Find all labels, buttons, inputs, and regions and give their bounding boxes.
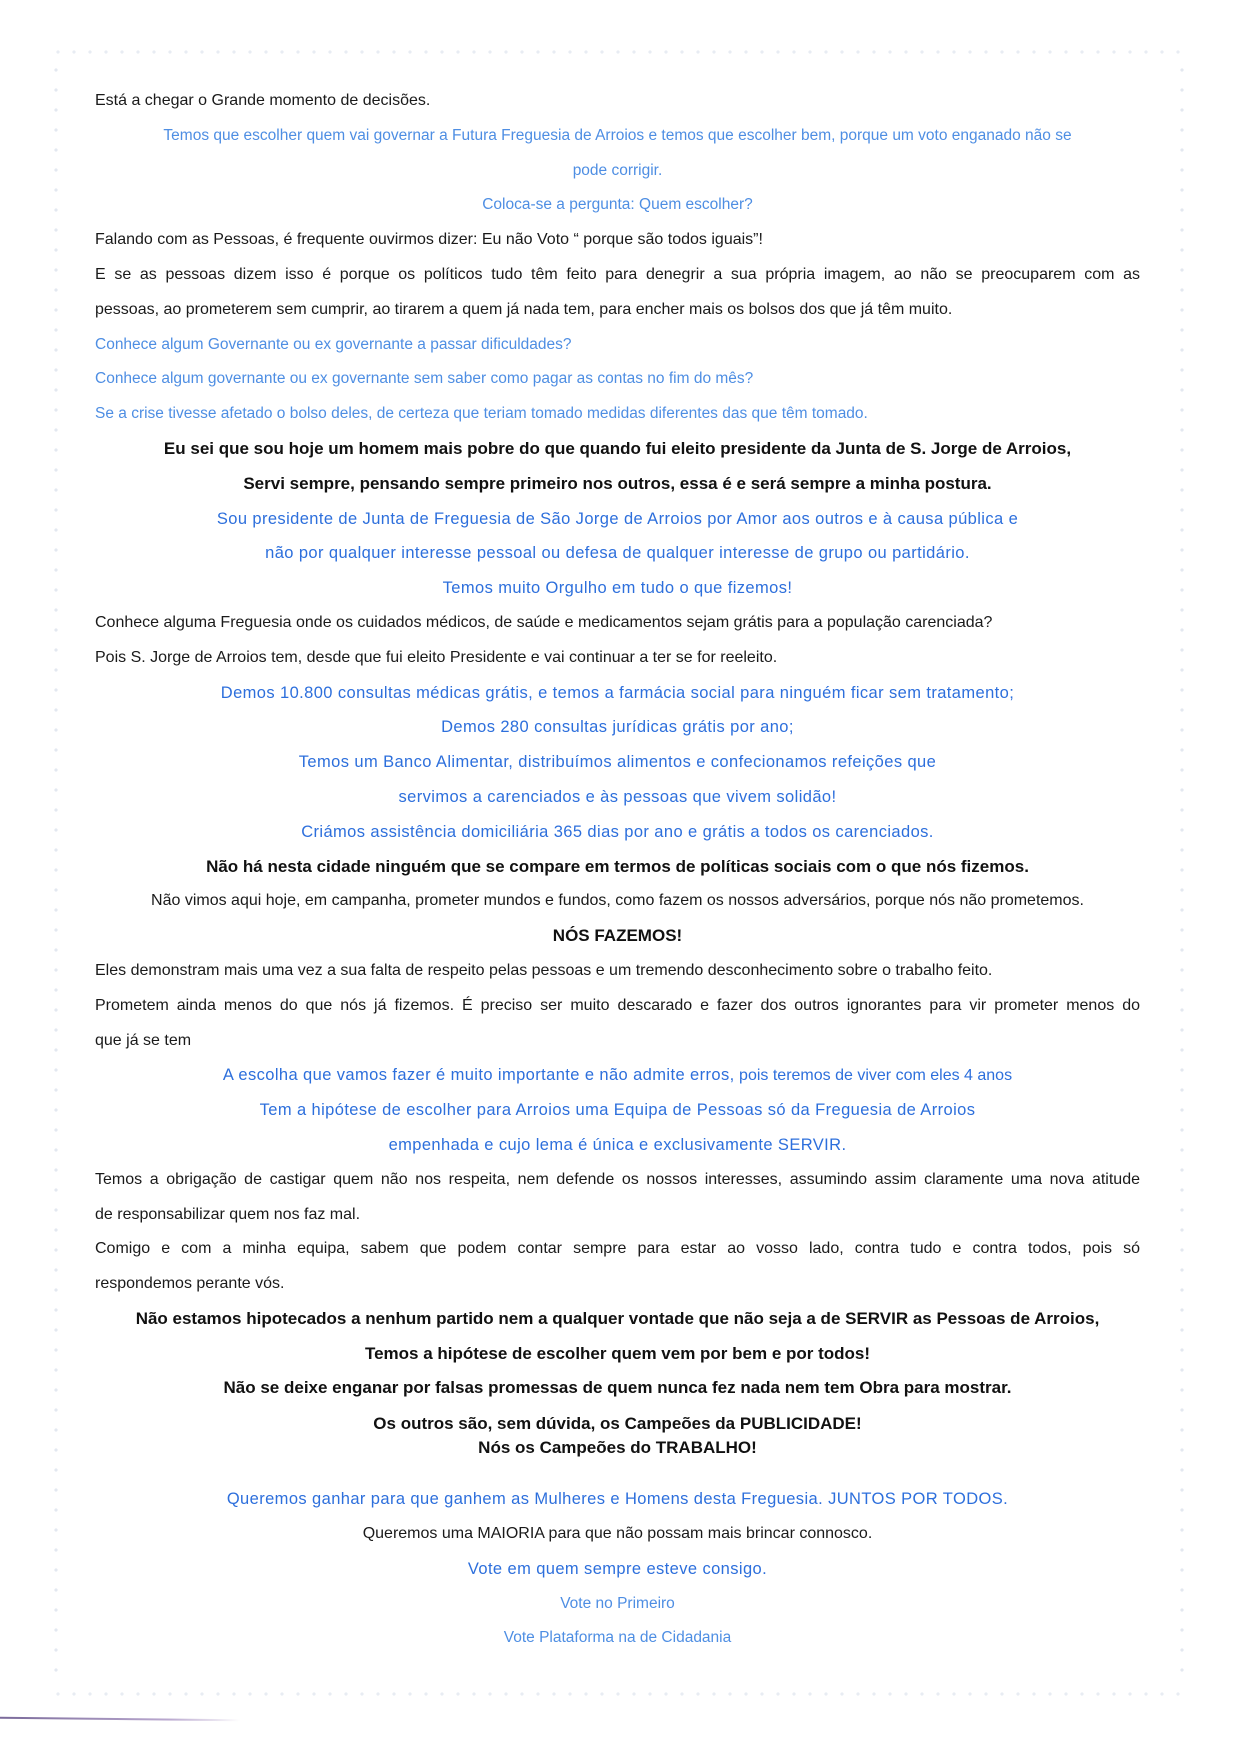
paragraph-line: Prometem ainda menos do que nós já fizemos. É preciso ser muito descarado e fazer dos outros ignorantes para vir prometer menos do: [95, 996, 1140, 1014]
highlight-line: Temos um Banco Alimentar, distribuímos alimentos e confecionamos refeições que: [298, 753, 937, 772]
highlight-line: Tem a hipótese de escolher para Arroios uma Equipa de Pessoas só da Freguesia de Arroios: [259, 1101, 976, 1120]
highlight-line: servimos a carenciados e às pessoas que vivem solidão!: [398, 787, 837, 806]
emphasis-line: Temos a hipótese de escolher quem vem por bem e por todos!: [364, 1343, 871, 1363]
emphasis-line: Não estamos hipotecados a nenhum partido nem a qualquer vontade que não seja a de SERVIR as Pessoas de Arroios,: [135, 1308, 1100, 1328]
paragraph-line: Se a crise tivesse afetado o bolso deles, de certeza que teriam tomado medidas diferentes das que têm tomado.: [95, 405, 868, 423]
highlight-line: [95, 1058, 1140, 1093]
scan-mark: [0, 1717, 240, 1722]
paragraph-line: que já se tem: [95, 1031, 192, 1049]
paragraph-line: pessoas, ao prometerem sem cumprir, ao tirarem a quem já nada tem, para encher mais os bolsos dos que já têm muito.: [95, 300, 953, 318]
highlight-text: A escolha que vamos fazer é muito importante e não admite erros,: [222, 1066, 735, 1085]
emphasis-line: Servi sempre, pensando sempre primeiro nos outros, essa é e será sempre a minha postura.: [243, 473, 992, 493]
paragraph-line: Falando com as Pessoas, é frequente ouvirmos dizer: Eu não Voto “ porque são todos iguais”!: [95, 231, 763, 249]
emphasis-line: Os outros são, sem dúvida, os Campeões da PUBLICIDADE!: [373, 1414, 862, 1434]
question-line: Conhece algum Governante ou ex governante a passar dificuldades?: [95, 335, 572, 353]
highlight-line: Temos muito Orgulho em tudo o que fizemos!: [442, 579, 793, 598]
dotted-border-top: [50, 48, 1190, 56]
emphasis-line: Nós os Campeões do TRABALHO!: [478, 1438, 757, 1458]
paragraph-line: Conhece alguma Freguesia onde os cuidados médicos, de saúde e medicamentos sejam grátis para a população carenciada?: [95, 613, 993, 631]
paragraph-line: Comigo e com a minha equipa, sabem que podem contar sempre para estar ao vosso lado, contra tudo e contra todos, pois só: [95, 1240, 1140, 1258]
highlight-text-continuation: pois teremos de viver com eles 4 anos: [734, 1067, 1013, 1085]
paragraph-line: Não vimos aqui hoje, em campanha, prometer mundos e fundos, como fazem os nossos adversários, porque nós não prometemos.: [151, 892, 1084, 910]
paragraph-line: de responsabilizar quem nos faz mal.: [95, 1205, 361, 1223]
paragraph-line: Coloca-se a pergunta: Quem escolher?: [482, 196, 753, 214]
highlight-line: empenhada e cujo lema é única e exclusivamente SERVIR.: [388, 1135, 847, 1154]
dotted-border-left: [52, 60, 60, 1683]
document-body: [95, 84, 1140, 1656]
highlight-line: Demos 280 consultas jurídicas grátis por ano;: [441, 718, 794, 737]
highlight-line: Sou presidente de Junta de Freguesia de São Jorge de Arroios por Amor aos outros e à causa pública e: [216, 509, 1019, 528]
paragraph-line: E se as pessoas dizem isso é porque os políticos tudo têm feito para denegrir a sua própria imagem, ao não se preocuparem com as: [95, 265, 1140, 283]
paragraph-line: Está a chegar o Grande momento de decisões.: [95, 92, 431, 109]
highlight-line: Criámos assistência domiciliária 365 dias por ano e grátis a todos os carenciados.: [301, 822, 934, 841]
highlight-line: Demos 10.800 consultas médicas grátis, e temos a farmácia social para ninguém ficar sem tratamento;: [220, 683, 1015, 702]
dotted-border-right: [1178, 60, 1186, 1683]
paragraph-line: Temos que escolher quem vai governar a Futura Freguesia de Arroios e temos que escolher bem, porque um voto enganado não se: [163, 126, 1072, 144]
slogan-line: Vote em quem sempre esteve consigo.: [467, 1559, 768, 1578]
paragraph-line: pode corrigir.: [572, 161, 663, 179]
paragraph-line: Queremos uma MAIORIA para que não possam mais brincar connosco.: [362, 1525, 873, 1543]
highlight-line: não por qualquer interesse pessoal ou defesa de qualquer interesse de grupo ou partidário.: [265, 544, 970, 563]
slogan-line: Queremos ganhar para que ganhem as Mulheres e Homens desta Freguesia. JUNTOS POR TODOS.: [226, 1490, 1009, 1509]
question-line: Conhece algum governante ou ex governante sem saber como pagar as contas no fim do mês?: [95, 370, 754, 388]
slogan-line: Vote Plataforma na de Cidadania: [503, 1629, 732, 1647]
paragraph-line: Pois S. Jorge de Arroios tem, desde que fui eleito Presidente e vai continuar a ter se for reeleito.: [95, 648, 778, 666]
emphasis-line: Não se deixe enganar por falsas promessas de quem nunca fez nada nem tem Obra para mostrar.: [223, 1378, 1012, 1398]
emphasis-line: Eu sei que sou hoje um homem mais pobre do que quando fui eleito presidente da Junta de S. Jorge de Arroios,: [163, 438, 1072, 458]
paragraph-line: Temos a obrigação de castigar quem não nos respeita, nem defende os nossos interesses, assumindo assim claramente uma nova atitude: [95, 1170, 1140, 1188]
emphasis-line: Não há nesta cidade ninguém que se compare em termos de políticas sociais com o que nós fizemos.: [206, 856, 1029, 876]
paragraph-line: Eles demonstram mais uma vez a sua falta de respeito pelas pessoas e um tremendo desconhecimento sobre o trabalho feito.: [95, 961, 993, 979]
emphasis-line: NÓS FAZEMOS!: [552, 926, 683, 946]
paragraph-line: respondemos perante vós.: [95, 1275, 285, 1293]
dotted-border-bottom: [50, 1690, 1190, 1698]
slogan-line: Vote no Primeiro: [560, 1594, 675, 1612]
